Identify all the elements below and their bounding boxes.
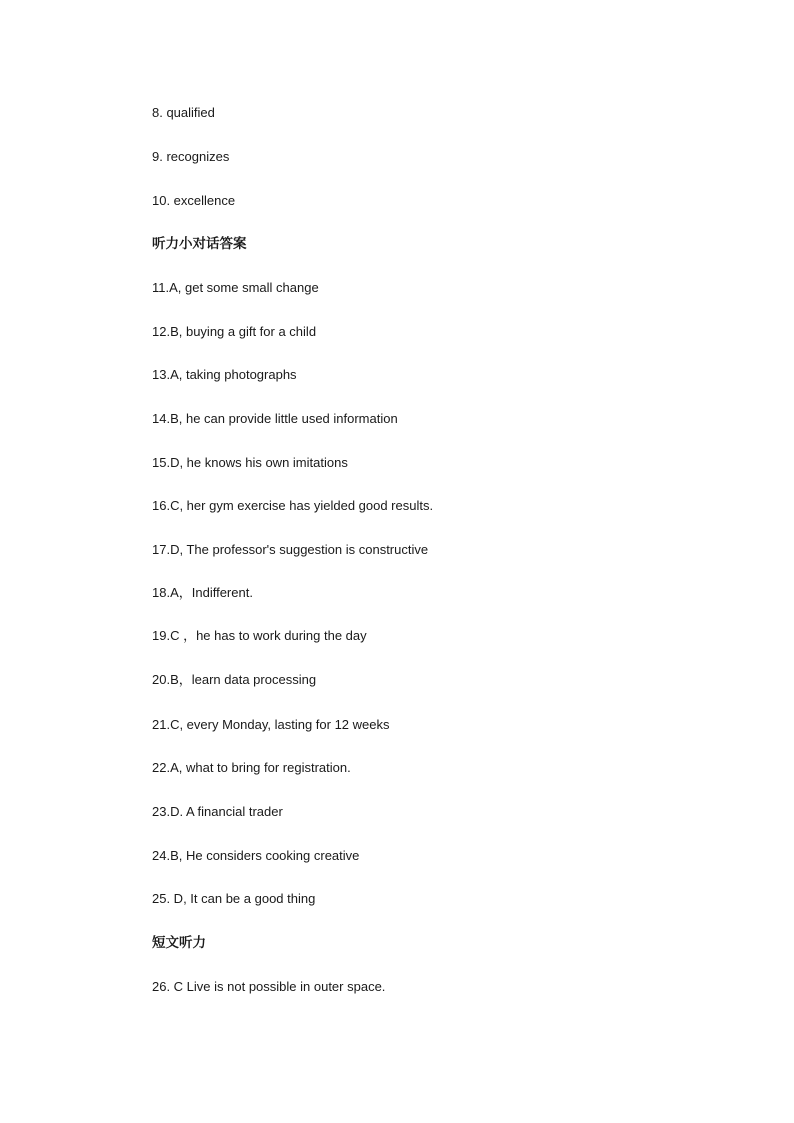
answer-line: 23.D. A financial trader (152, 804, 283, 819)
answer-line: 18.A，Indifferent. (152, 585, 253, 600)
answer-line: 21.C, every Monday, lasting for 12 weeks (152, 717, 390, 732)
section-heading-passages: 短文听力 (152, 935, 206, 950)
answer-line: 26. C Live is not possible in outer space. (152, 979, 386, 994)
section-heading-conversations: 听力小对话答案 (152, 236, 247, 251)
answer-line: 14.B, he can provide little used information (152, 411, 398, 426)
answer-line: 22.A, what to bring for registration. (152, 760, 351, 775)
answer-line: 12.B, buying a gift for a child (152, 324, 317, 339)
answer-line: 9. recognizes (152, 149, 230, 164)
answer-line: 24.B, He considers cooking creative (152, 848, 360, 863)
answer-line: 19.C ，he has to work during the day (152, 628, 367, 643)
answer-line: 13.A, taking photographs (152, 367, 297, 382)
answer-line: 20.B，learn data processing (152, 672, 317, 687)
answer-line: 11.A, get some small change (152, 280, 319, 295)
answer-line: 25. D, It can be a good thing (152, 891, 316, 906)
answer-line: 17.D, The professor's suggestion is constructive (152, 542, 429, 557)
answer-line: 10. excellence (152, 193, 236, 208)
answer-line: 16.C, her gym exercise has yielded good results. (152, 498, 434, 513)
answer-line: 8. qualified (152, 105, 215, 120)
answer-line: 15.D, he knows his own imitations (152, 455, 348, 470)
